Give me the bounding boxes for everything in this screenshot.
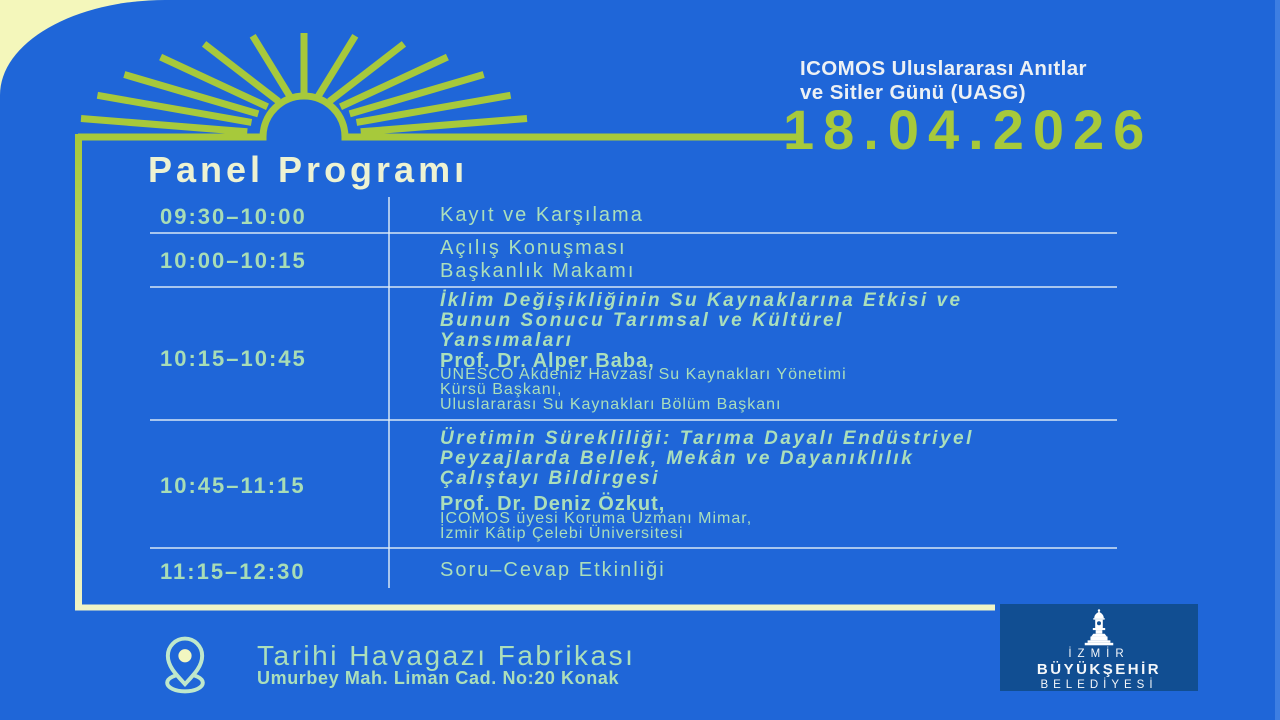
row-divider [150, 286, 1117, 288]
row-divider [150, 547, 1117, 549]
speaker-affiliation [440, 367, 847, 412]
event-date: 18.04.2026 [783, 98, 1154, 161]
affiliation-line: Kürsü Başkanı, [440, 381, 563, 398]
event-name-line2: ve Sitler Günü (UASG) [800, 81, 1026, 104]
event-name-line1: ICOMOS Uluslararası Anıtlar [800, 57, 1087, 80]
time-cell: 10:45–11:15 [160, 473, 306, 498]
row-divider [150, 419, 1117, 421]
location-pin-icon [152, 630, 218, 696]
affiliation-line: UNESCO Akdeniz Havzası Su Kaynakları Yönetimi [440, 366, 847, 383]
activity-line: Başkanlık Makamı [440, 260, 636, 282]
affiliation-line: Uluslararası Su Kaynakları Bölüm Başkanı [440, 396, 782, 413]
time-cell: 09:30–10:00 [160, 204, 307, 229]
topic-line: Bunun Sonucu Tarımsal ve Kültürel [440, 310, 844, 331]
speaker-name: Prof. Dr. Deniz Özkut, [440, 493, 666, 515]
topic-line: Çalıştayı Bildirgesi [440, 468, 661, 489]
time-cell: 11:15–12:30 [160, 559, 306, 584]
logo-text-buyuksehir: BÜYÜKŞEHİR [1036, 661, 1162, 678]
row-divider [150, 232, 1117, 234]
clock-tower-icon [1078, 609, 1120, 647]
municipality-logo [1000, 604, 1198, 691]
activity-cell [440, 237, 635, 283]
logo-text-belediyesi: BELEDİYESİ [1040, 679, 1158, 691]
affiliation-line: İzmir Kâtip Çelebi Üniversitesi [440, 525, 684, 542]
speaker-affiliation [440, 511, 752, 541]
activity-cell: Soru–Cevap Etkinliği [440, 559, 666, 581]
topic-line: İklim Değişikliğinin Su Kaynaklarına Etkisi ve [440, 290, 963, 311]
session-topic [440, 291, 963, 351]
table-vertical-divider [388, 197, 390, 588]
time-cell: 10:00–10:15 [160, 248, 307, 273]
logo-text-izmir: İZMİR [1068, 648, 1130, 660]
page-title: Panel Programı [148, 149, 469, 190]
topic-line: Peyzajlarda Bellek, Mekân ve Dayanıklılık [440, 448, 915, 469]
topic-line: Üretimin Sürekliliği: Tarıma Dayalı Endüstriyel [440, 428, 974, 449]
affiliation-line: ICOMOS üyesi Koruma Uzmanı Mimar, [440, 510, 753, 527]
time-cell: 10:15–10:45 [160, 346, 307, 371]
activity-cell: Kayıt ve Karşılama [440, 204, 644, 226]
session-topic [440, 429, 974, 489]
venue-address: Umurbey Mah. Liman Cad. No:20 Konak [257, 668, 620, 688]
speaker-name: Prof. Dr. Alper Baba, [440, 350, 655, 372]
venue-name: Tarihi Havagazı Fabrikası [257, 640, 636, 671]
right-edge-strip [1275, 0, 1280, 720]
topic-line: Yansımaları [440, 330, 574, 351]
activity-line: Açılış Konuşması [440, 237, 627, 259]
